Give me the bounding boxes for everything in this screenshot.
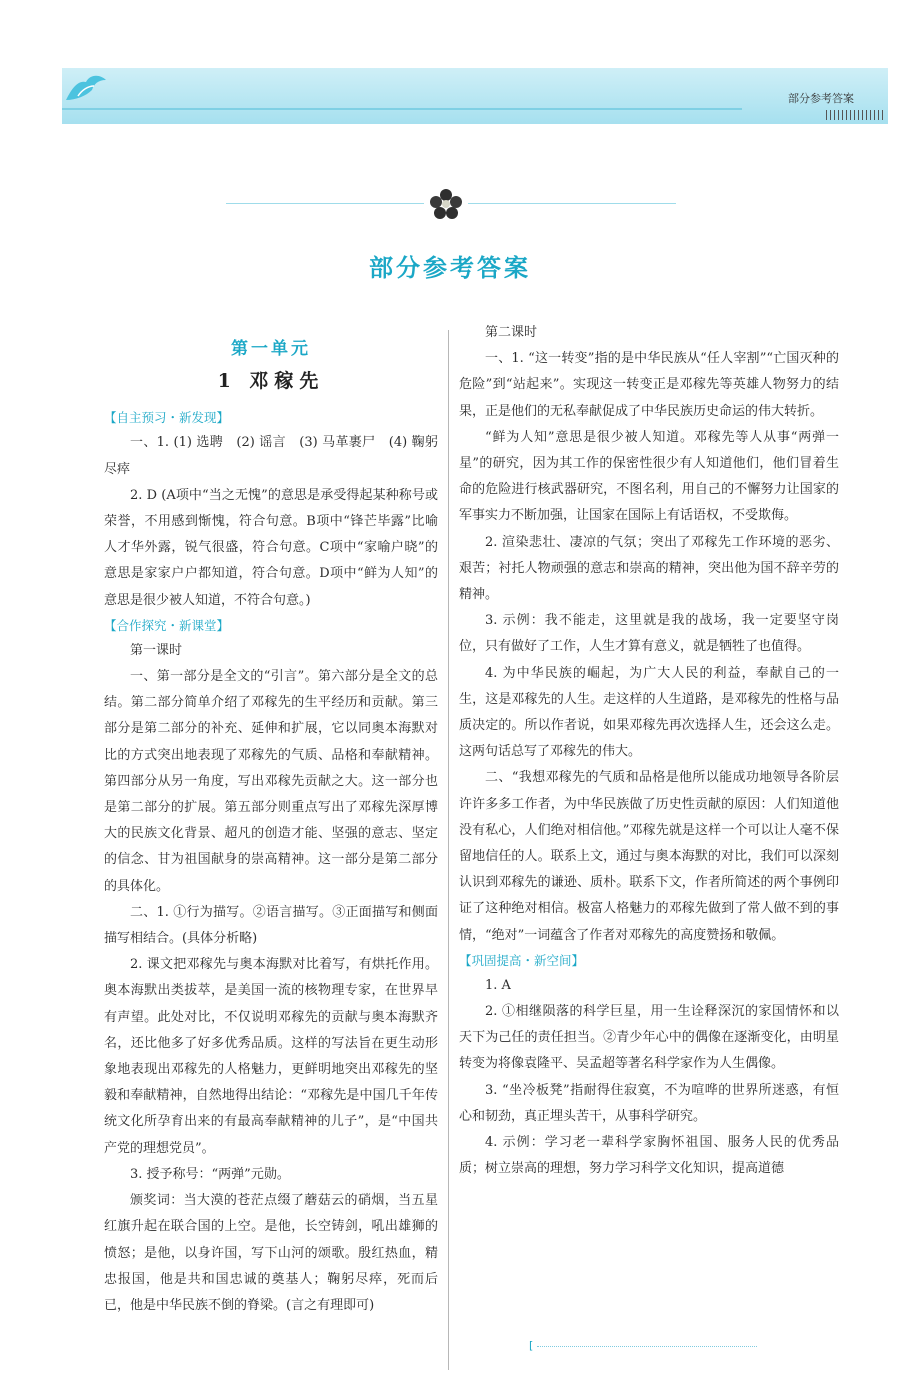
section-tag: 【合作探究・新课堂】 [104,617,230,633]
answer-paragraph: 3. 授予称号：“两弹”元勋。 [130,1166,290,1182]
answer-paragraph: 3. 示例：我不能走，这里就是我的战场，我一定要坚守岗位，只有做好了工作，人生才算有意义，就是牺牲了也值得。 [459,613,839,655]
answer-paragraph: 2. 课文把邓稼先与奥本海默对比着写，有烘托作用。奥本海默出类拔萃，是美国一流的核物理专家，在世界早有声望。此处对比，不仅说明邓稼先的贡献与奥本海默齐名，还比他多了好多优秀品质。这样的写法旨在更生动形象地表现出邓稼先的人格魅力，更鲜明地突出邓稼先的坚毅和奉献精神，自然地得出结论：“邓稼先是中国几千年传统文化所孕育出来的有最高奉献精神的儿子”，是“中国共产党的理想党员”。 [104,957,438,1156]
column-divider [448,330,449,1370]
running-title: 部分参考答案 [788,92,854,105]
ornament-line-right [468,203,676,204]
answer-paragraph: 第一课时 [130,642,183,658]
answer-paragraph: 颁奖词：当大漠的苍茫点缀了蘑菇云的硝烟，当五星红旗升起在联合国的上空。是他，长空铸剑，吼出雄狮的愤怒；是他，以身许国，写下山河的颂歌。殷红热血，精忠报国，他是共和国忠诚的奠基人；鞠躬尽瘁，死而后已，他是中华民族不倒的脊梁。(言之有理即可) [104,1193,438,1313]
section-tag: 【自主预习・新发现】 [104,410,230,426]
left-column [104,332,438,1319]
answer-paragraph: 2. ①相继陨落的科学巨星，用一生诠释深沉的家国情怀和以天下为己任的责任担当。②青少年心中的偶像在逐渐变化，由明星转变为将像袁隆平、吴孟超等著名科学家作为人生偶像。 [459,1004,839,1072]
right-column [459,320,839,1183]
header-band [62,68,888,124]
answer-paragraph: “鲜为人知”意思是很少被人知道。邓稼先等人从事“两弹一星”的研究，因为其工作的保密性很少有人知道他们，他们冒着生命的危险进行核武器研究，不图名利，用自己的不懈努力让国家的军事实力不断加强，让国家在国际上有话语权，不受欺侮。 [459,429,839,524]
answer-paragraph: 一、1. “这一转变”指的是中华民族从“任人宰割”“亡国灭种的危险”到“站起来”。实现这一转变正是邓稼先等英雄人物努力的结果，正是他们的无私奉献促成了中华民族历史命运的伟大转折。 [459,351,839,419]
header-ticks [826,110,886,120]
footer-dotted-rule [537,1346,757,1347]
lesson-title: 1 邓稼先 [217,370,325,393]
answer-paragraph: 二、“我想邓稼先的气质和品格是他所以能成功地领导各阶层许许多多工作者，为中华民族做了历史性贡献的原因：人们知道他没有私心，人们绝对相信他。”邓稼先就是这样一个可以让人毫不保留地信任的人。联系上文，通过与奥本海默的对比，我们可以深刻认识到邓稼先的谦逊、质朴。联系下文，作者所简述的两个事例印证了这种绝对相信。极富人格魅力的邓稼先做到了常人做不到的事情，“绝对”一词蕴含了作者对邓稼先的高度赞扬和敬佩。 [459,770,839,943]
answer-paragraph: 1. A [485,977,511,993]
answer-paragraph: 3. “坐冷板凳”指耐得住寂寞，不为喧哗的世界所迷惑，有恒心和韧劲，真正埋头苦干，从事科学研究。 [459,1082,839,1124]
flower-ornament-icon [428,188,464,220]
unit-title: 第一单元 [231,339,311,359]
answer-paragraph: 4. 示例：学习老一辈科学家胸怀祖国、服务人民的优秀品质；树立崇高的理想，努力学习科学文化知识，提高道德 [459,1135,839,1177]
ornament-line-left [226,203,424,204]
answer-paragraph: 一、第一部分是全文的“引言”。第六部分是全文的总结。第二部分简单介绍了邓稼先的生平经历和贡献。第三部分是第二部分的补充、延伸和扩展，它以同奥本海默对比的方式突出地表现了邓稼先的气质、品格和奉献精神。第四部分从另一角度，写出邓稼先贡献之大。这一部分也是第二部分的扩展。第五部分则重点写出了邓稼先深厚博大的民族文化背景、超凡的创造才能、坚强的意志、坚定的信念、甘为祖国献身的崇高精神。这一部分是第二部分的具体化。 [104,669,438,894]
answer-paragraph: 2. 渲染悲壮、凄凉的气氛；突出了邓稼先工作环境的恶劣、艰苦；衬托人物顽强的意志和崇高的精神，突出他为国不辞辛劳的精神。 [459,534,839,603]
header-rule [62,108,742,110]
page-title: 部分参考答案 [369,254,531,282]
answer-paragraph: 二、1. ①行为描写。②语言描写。③正面描写和侧面描写相结合。(具体分析略) [104,904,438,947]
answer-paragraph: 4. 为中华民族的崛起，为广大人民的利益，奉献自己的一生，这是邓稼先的人生。走这样的人生道路，是邓稼先的性格与品质决定的。所以作者说，如果邓稼先再次选择人生，还会这么走。这两句话总写了邓稼先的伟大。 [459,665,839,760]
answer-paragraph: 2. D (A项中“当之无愧”的意思是承受得起某种称号或荣誉，不用感到惭愧，符合句意。B项中“锋芒毕露”比喻人才华外露，锐气很盛，符合句意。C项中“家喻户晓”的意思是家家户户都知道，符合句意。D项中“鲜为人知”的意思是很少被人知道，不符合句意。) [104,487,438,608]
answer-paragraph: 第二课时 [485,325,538,340]
bird-logo-icon [64,70,108,106]
section-tag: 【巩固提高・新空间】 [459,952,585,968]
answer-paragraph: 一、1. (1) 选聘 (2) 谣言 (3) 马革裹尸 (4) 鞠躬尽瘁 [104,435,438,477]
footer-bracket-icon: [ [529,1339,534,1352]
